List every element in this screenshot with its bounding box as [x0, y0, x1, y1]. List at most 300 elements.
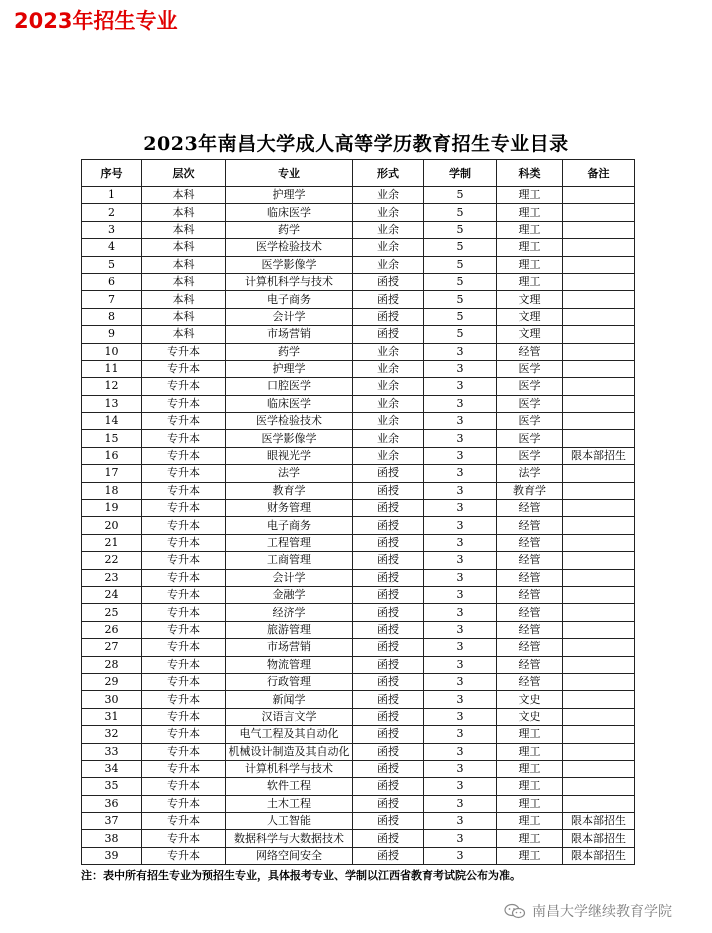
table-row — [82, 273, 635, 290]
cell-category: 法学 — [497, 465, 563, 482]
cell-category: 理工 — [497, 830, 563, 847]
cell-remark — [563, 343, 635, 360]
cell-major: 眼视光学 — [226, 447, 353, 464]
cell-no: 21 — [82, 534, 142, 551]
cell-no: 14 — [82, 413, 142, 430]
cell-category: 理工 — [497, 256, 563, 273]
cell-remark — [563, 552, 635, 569]
table-row — [82, 326, 635, 343]
table-row — [82, 656, 635, 673]
cell-mode: 函授 — [353, 308, 424, 325]
cell-no: 26 — [82, 621, 142, 638]
cell-duration: 3 — [424, 830, 497, 847]
cell-category: 理工 — [497, 187, 563, 204]
cell-category: 医学 — [497, 378, 563, 395]
cell-duration: 5 — [424, 308, 497, 325]
cell-duration: 3 — [424, 343, 497, 360]
table-row — [82, 221, 635, 238]
cell-category: 经管 — [497, 604, 563, 621]
table-row — [82, 447, 635, 464]
cell-duration: 3 — [424, 708, 497, 725]
cell-level: 专升本 — [142, 830, 226, 847]
cell-duration: 3 — [424, 760, 497, 777]
cell-mode: 函授 — [353, 604, 424, 621]
cell-mode: 业余 — [353, 430, 424, 447]
cell-duration: 3 — [424, 534, 497, 551]
cell-duration: 5 — [424, 256, 497, 273]
cell-category: 理工 — [497, 221, 563, 238]
cell-duration: 3 — [424, 726, 497, 743]
cell-remark — [563, 708, 635, 725]
cell-remark — [563, 378, 635, 395]
cell-no: 15 — [82, 430, 142, 447]
cell-mode: 业余 — [353, 360, 424, 377]
header-category: 科类 — [497, 160, 563, 187]
cell-level: 专升本 — [142, 621, 226, 638]
cell-mode: 函授 — [353, 273, 424, 290]
cell-duration: 3 — [424, 813, 497, 830]
cell-major: 会计学 — [226, 308, 353, 325]
cell-level: 专升本 — [142, 378, 226, 395]
cell-remark: 限本部招生 — [563, 847, 635, 864]
cell-mode: 函授 — [353, 569, 424, 586]
cell-major: 市场营销 — [226, 326, 353, 343]
cell-no: 7 — [82, 291, 142, 308]
cell-level: 本科 — [142, 273, 226, 290]
cell-major: 土木工程 — [226, 795, 353, 812]
cell-major: 人工智能 — [226, 813, 353, 830]
table-row — [82, 517, 635, 534]
table-row — [82, 621, 635, 638]
cell-major: 汉语言文学 — [226, 708, 353, 725]
cell-remark — [563, 778, 635, 795]
table-row — [82, 726, 635, 743]
cell-category: 理工 — [497, 813, 563, 830]
cell-major: 机械设计制造及其自动化 — [226, 743, 353, 760]
header-mode: 形式 — [353, 160, 424, 187]
cell-duration: 3 — [424, 552, 497, 569]
table-row — [82, 187, 635, 204]
enrollment-table — [81, 159, 635, 865]
cell-mode: 函授 — [353, 708, 424, 725]
cell-remark — [563, 256, 635, 273]
cell-no: 28 — [82, 656, 142, 673]
cell-remark — [563, 569, 635, 586]
cell-duration: 3 — [424, 795, 497, 812]
cell-no: 17 — [82, 465, 142, 482]
cell-mode: 函授 — [353, 795, 424, 812]
cell-level: 专升本 — [142, 413, 226, 430]
cell-mode: 函授 — [353, 743, 424, 760]
cell-duration: 3 — [424, 447, 497, 464]
table-row — [82, 569, 635, 586]
cell-category: 文史 — [497, 691, 563, 708]
cell-major: 电子商务 — [226, 291, 353, 308]
cell-mode: 函授 — [353, 760, 424, 777]
cell-major: 经济学 — [226, 604, 353, 621]
cell-remark: 限本部招生 — [563, 830, 635, 847]
cell-level: 专升本 — [142, 656, 226, 673]
cell-level: 专升本 — [142, 847, 226, 864]
table-row — [82, 413, 635, 430]
cell-duration: 3 — [424, 500, 497, 517]
cell-level: 专升本 — [142, 534, 226, 551]
cell-no: 31 — [82, 708, 142, 725]
table-row — [82, 708, 635, 725]
cell-remark — [563, 691, 635, 708]
cell-level: 专升本 — [142, 569, 226, 586]
table-row — [82, 760, 635, 777]
cell-no: 30 — [82, 691, 142, 708]
watermark — [504, 901, 672, 921]
cell-no: 36 — [82, 795, 142, 812]
table-row — [82, 465, 635, 482]
table-row — [82, 673, 635, 690]
table-row — [82, 795, 635, 812]
cell-mode: 函授 — [353, 465, 424, 482]
cell-mode: 业余 — [353, 447, 424, 464]
cell-duration: 3 — [424, 482, 497, 499]
cell-major: 工程管理 — [226, 534, 353, 551]
cell-level: 专升本 — [142, 691, 226, 708]
table-row — [82, 813, 635, 830]
cell-category: 经管 — [497, 343, 563, 360]
cell-remark — [563, 239, 635, 256]
cell-remark — [563, 586, 635, 603]
table-row — [82, 343, 635, 360]
cell-no: 16 — [82, 447, 142, 464]
cell-category: 理工 — [497, 239, 563, 256]
cell-major: 软件工程 — [226, 778, 353, 795]
cell-duration: 3 — [424, 517, 497, 534]
cell-no: 6 — [82, 273, 142, 290]
cell-major: 电气工程及其自动化 — [226, 726, 353, 743]
cell-major: 金融学 — [226, 586, 353, 603]
header-duration: 学制 — [424, 160, 497, 187]
cell-level: 专升本 — [142, 586, 226, 603]
cell-no: 23 — [82, 569, 142, 586]
cell-mode: 函授 — [353, 830, 424, 847]
cell-category: 理工 — [497, 273, 563, 290]
cell-level: 专升本 — [142, 482, 226, 499]
cell-major: 口腔医学 — [226, 378, 353, 395]
cell-major: 医学检验技术 — [226, 239, 353, 256]
cell-mode: 业余 — [353, 221, 424, 238]
table-row — [82, 500, 635, 517]
cell-category: 理工 — [497, 847, 563, 864]
cell-no: 27 — [82, 639, 142, 656]
cell-category: 经管 — [497, 517, 563, 534]
page-heading: 2023年招生专业 — [14, 9, 178, 33]
cell-category: 医学 — [497, 395, 563, 412]
cell-remark — [563, 360, 635, 377]
cell-mode: 函授 — [353, 813, 424, 830]
cell-major: 护理学 — [226, 187, 353, 204]
cell-remark — [563, 534, 635, 551]
table-row — [82, 378, 635, 395]
cell-no: 24 — [82, 586, 142, 603]
cell-remark — [563, 482, 635, 499]
cell-mode: 业余 — [353, 239, 424, 256]
table-row — [82, 604, 635, 621]
cell-duration: 3 — [424, 639, 497, 656]
cell-mode: 函授 — [353, 691, 424, 708]
cell-duration: 3 — [424, 847, 497, 864]
cell-mode: 业余 — [353, 204, 424, 221]
footnote: 注：表中所有招生专业为预招生专业，具体报考专业、学制以江西省教育考试院公布为准。 — [81, 869, 521, 882]
header-major: 专业 — [226, 160, 353, 187]
cell-major: 物流管理 — [226, 656, 353, 673]
cell-mode: 函授 — [353, 639, 424, 656]
cell-no: 37 — [82, 813, 142, 830]
watermark-text: 南昌大学继续教育学院 — [532, 904, 672, 920]
cell-remark — [563, 795, 635, 812]
table-row — [82, 778, 635, 795]
cell-duration: 3 — [424, 656, 497, 673]
cell-duration: 3 — [424, 743, 497, 760]
cell-level: 本科 — [142, 239, 226, 256]
cell-no: 19 — [82, 500, 142, 517]
cell-remark — [563, 326, 635, 343]
cell-no: 5 — [82, 256, 142, 273]
cell-level: 本科 — [142, 308, 226, 325]
cell-mode: 业余 — [353, 187, 424, 204]
cell-category: 经管 — [497, 586, 563, 603]
cell-category: 文理 — [497, 326, 563, 343]
cell-remark — [563, 187, 635, 204]
cell-level: 本科 — [142, 204, 226, 221]
cell-category: 理工 — [497, 204, 563, 221]
cell-category: 经管 — [497, 534, 563, 551]
table-header-row — [82, 160, 635, 187]
cell-no: 18 — [82, 482, 142, 499]
cell-category: 经管 — [497, 569, 563, 586]
cell-mode: 业余 — [353, 378, 424, 395]
cell-remark — [563, 743, 635, 760]
cell-no: 4 — [82, 239, 142, 256]
cell-remark — [563, 465, 635, 482]
cell-duration: 3 — [424, 778, 497, 795]
cell-level: 专升本 — [142, 813, 226, 830]
table-row — [82, 552, 635, 569]
cell-duration: 3 — [424, 673, 497, 690]
cell-no: 25 — [82, 604, 142, 621]
cell-level: 本科 — [142, 256, 226, 273]
cell-level: 专升本 — [142, 430, 226, 447]
table-row — [82, 691, 635, 708]
cell-duration: 3 — [424, 360, 497, 377]
cell-level: 专升本 — [142, 552, 226, 569]
cell-category: 理工 — [497, 778, 563, 795]
cell-category: 经管 — [497, 552, 563, 569]
cell-duration: 5 — [424, 326, 497, 343]
header-remark: 备注 — [563, 160, 635, 187]
cell-no: 33 — [82, 743, 142, 760]
cell-duration: 3 — [424, 465, 497, 482]
cell-level: 本科 — [142, 187, 226, 204]
cell-level: 专升本 — [142, 360, 226, 377]
cell-mode: 函授 — [353, 534, 424, 551]
cell-mode: 函授 — [353, 517, 424, 534]
cell-remark: 限本部招生 — [563, 447, 635, 464]
table-body — [82, 187, 635, 865]
cell-duration: 5 — [424, 187, 497, 204]
cell-duration: 5 — [424, 291, 497, 308]
cell-mode: 业余 — [353, 256, 424, 273]
cell-duration: 5 — [424, 204, 497, 221]
cell-no: 12 — [82, 378, 142, 395]
cell-duration: 3 — [424, 621, 497, 638]
cell-level: 本科 — [142, 221, 226, 238]
cell-mode: 函授 — [353, 500, 424, 517]
cell-no: 32 — [82, 726, 142, 743]
cell-major: 财务管理 — [226, 500, 353, 517]
cell-no: 22 — [82, 552, 142, 569]
cell-major: 会计学 — [226, 569, 353, 586]
cell-duration: 5 — [424, 239, 497, 256]
cell-category: 理工 — [497, 743, 563, 760]
cell-category: 医学 — [497, 360, 563, 377]
cell-level: 专升本 — [142, 795, 226, 812]
cell-no: 20 — [82, 517, 142, 534]
cell-category: 经管 — [497, 656, 563, 673]
cell-major: 新闻学 — [226, 691, 353, 708]
cell-category: 理工 — [497, 726, 563, 743]
cell-mode: 函授 — [353, 482, 424, 499]
cell-mode: 函授 — [353, 673, 424, 690]
cell-category: 理工 — [497, 760, 563, 777]
table-row — [82, 847, 635, 864]
cell-remark — [563, 430, 635, 447]
header-level: 层次 — [142, 160, 226, 187]
cell-no: 38 — [82, 830, 142, 847]
cell-major: 临床医学 — [226, 395, 353, 412]
cell-level: 本科 — [142, 326, 226, 343]
cell-major: 临床医学 — [226, 204, 353, 221]
cell-major: 药学 — [226, 221, 353, 238]
cell-remark — [563, 621, 635, 638]
cell-mode: 函授 — [353, 586, 424, 603]
table-row — [82, 256, 635, 273]
cell-major: 工商管理 — [226, 552, 353, 569]
cell-duration: 5 — [424, 221, 497, 238]
table-row — [82, 639, 635, 656]
cell-no: 2 — [82, 204, 142, 221]
cell-level: 专升本 — [142, 447, 226, 464]
document-title: 2023年南昌大学成人高等学历教育招生专业目录 — [143, 133, 569, 155]
cell-remark: 限本部招生 — [563, 813, 635, 830]
cell-remark — [563, 517, 635, 534]
cell-category: 经管 — [497, 639, 563, 656]
cell-major: 医学检验技术 — [226, 413, 353, 430]
cell-level: 专升本 — [142, 743, 226, 760]
cell-category: 经管 — [497, 621, 563, 638]
cell-level: 专升本 — [142, 726, 226, 743]
cell-category: 经管 — [497, 500, 563, 517]
cell-level: 专升本 — [142, 517, 226, 534]
cell-mode: 业余 — [353, 343, 424, 360]
cell-remark — [563, 395, 635, 412]
cell-category: 经管 — [497, 673, 563, 690]
cell-duration: 3 — [424, 395, 497, 412]
table-row — [82, 308, 635, 325]
cell-remark — [563, 308, 635, 325]
cell-level: 专升本 — [142, 673, 226, 690]
cell-no: 3 — [82, 221, 142, 238]
cell-major: 网络空间安全 — [226, 847, 353, 864]
cell-level: 专升本 — [142, 760, 226, 777]
cell-no: 29 — [82, 673, 142, 690]
table-row — [82, 395, 635, 412]
table-row — [82, 360, 635, 377]
cell-remark — [563, 291, 635, 308]
table-row — [82, 291, 635, 308]
cell-major: 计算机科学与技术 — [226, 273, 353, 290]
table-row — [82, 830, 635, 847]
cell-category: 理工 — [497, 795, 563, 812]
table-row — [82, 239, 635, 256]
cell-mode: 函授 — [353, 778, 424, 795]
cell-remark — [563, 639, 635, 656]
table-row — [82, 482, 635, 499]
cell-no: 13 — [82, 395, 142, 412]
cell-remark — [563, 273, 635, 290]
header-no: 序号 — [82, 160, 142, 187]
cell-duration: 3 — [424, 569, 497, 586]
cell-remark — [563, 656, 635, 673]
cell-duration: 3 — [424, 413, 497, 430]
cell-no: 35 — [82, 778, 142, 795]
cell-level: 专升本 — [142, 639, 226, 656]
cell-remark — [563, 500, 635, 517]
cell-remark — [563, 413, 635, 430]
table-row — [82, 586, 635, 603]
cell-duration: 3 — [424, 586, 497, 603]
cell-remark — [563, 760, 635, 777]
cell-remark — [563, 726, 635, 743]
cell-category: 文理 — [497, 291, 563, 308]
cell-category: 医学 — [497, 413, 563, 430]
cell-remark — [563, 204, 635, 221]
cell-no: 11 — [82, 360, 142, 377]
cell-category: 文理 — [497, 308, 563, 325]
cell-major: 医学影像学 — [226, 256, 353, 273]
cell-major: 教育学 — [226, 482, 353, 499]
cell-mode: 函授 — [353, 621, 424, 638]
cell-level: 本科 — [142, 291, 226, 308]
cell-major: 护理学 — [226, 360, 353, 377]
cell-mode: 函授 — [353, 726, 424, 743]
cell-duration: 3 — [424, 430, 497, 447]
cell-major: 计算机科学与技术 — [226, 760, 353, 777]
cell-major: 行政管理 — [226, 673, 353, 690]
cell-no: 9 — [82, 326, 142, 343]
cell-no: 10 — [82, 343, 142, 360]
cell-level: 专升本 — [142, 500, 226, 517]
cell-major: 医学影像学 — [226, 430, 353, 447]
cell-remark — [563, 221, 635, 238]
wechat-icon — [504, 903, 526, 919]
cell-no: 8 — [82, 308, 142, 325]
cell-duration: 3 — [424, 604, 497, 621]
cell-level: 专升本 — [142, 343, 226, 360]
cell-major: 数据科学与大数据技术 — [226, 830, 353, 847]
cell-mode: 函授 — [353, 656, 424, 673]
cell-no: 39 — [82, 847, 142, 864]
table-row — [82, 204, 635, 221]
cell-level: 专升本 — [142, 708, 226, 725]
cell-major: 市场营销 — [226, 639, 353, 656]
